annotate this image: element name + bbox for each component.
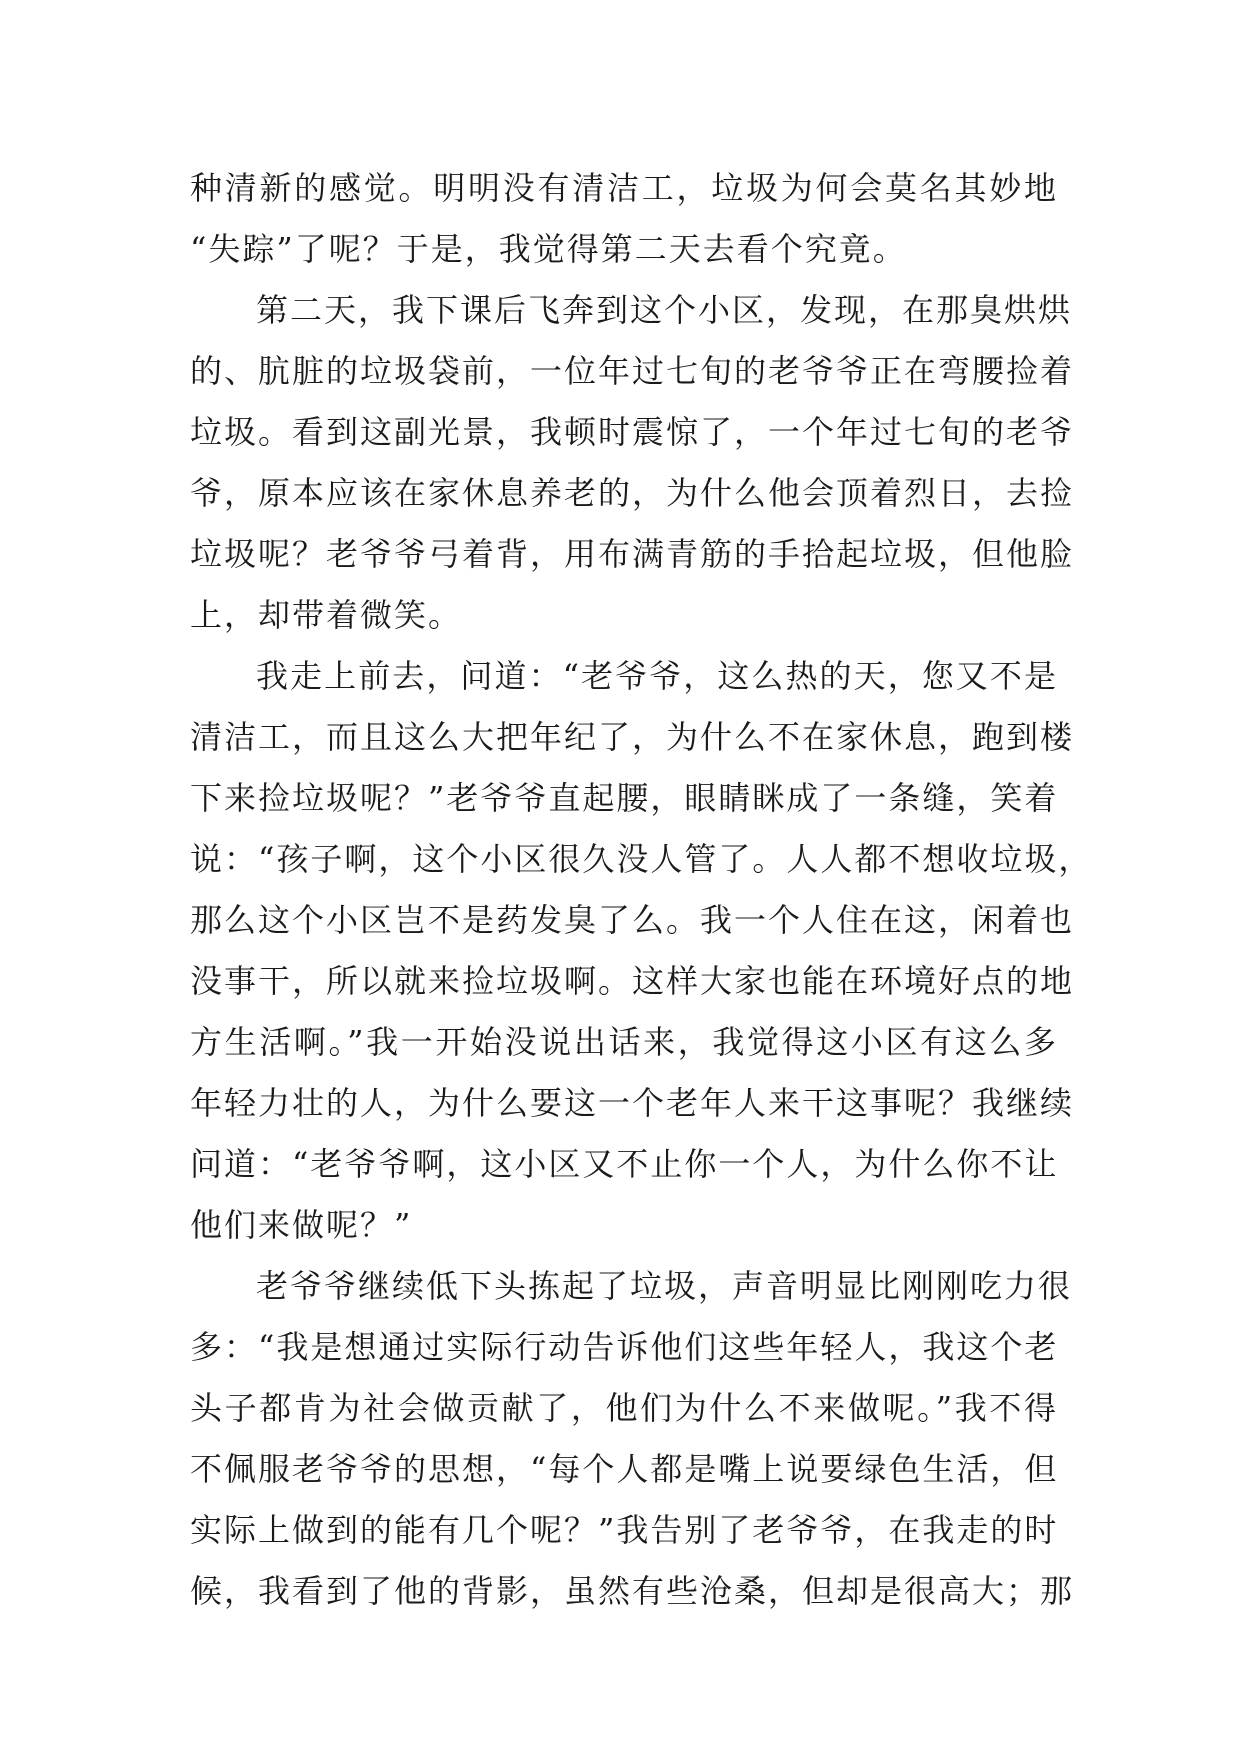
text-line: 的、肮脏的垃圾袋前，一位年过七旬的老爷爷正在弯腰捡着: [190, 352, 1075, 390]
text-line: 问道：“老爷爷啊，这小区又不止你一个人，为什么你不让: [190, 1145, 1059, 1183]
text-line: 多：“我是想通过实际行动告诉他们这些年轻人，我这个老: [190, 1328, 1059, 1366]
text-line: 下来捡垃圾呢？”老爷爷直起腰，眼睛眯成了一条缝，笑着: [190, 779, 1059, 817]
text-line: 那么这个小区岂不是药发臭了么。我一个人住在这，闲着也: [190, 901, 1075, 939]
text-line: 老爷爷继续低下头拣起了垃圾，声音明显比刚刚吃力很: [256, 1267, 1073, 1305]
text-line: 实际上做到的能有几个呢？”我告别了老爷爷，在我走的时: [190, 1511, 1059, 1549]
text-line: 清洁工，而且这么大把年纪了，为什么不在家休息，跑到楼: [190, 718, 1075, 756]
text-line: 候，我看到了他的背影，虽然有些沧桑，但却是很高大；那: [190, 1572, 1075, 1610]
text-line: 年轻力壮的人，为什么要这一个老年人来干这事呢？我继续: [190, 1084, 1075, 1122]
text-line: 他们来做呢？”: [190, 1206, 413, 1244]
text-line: 方生活啊。”我一开始没说出话来，我觉得这小区有这么多: [190, 1023, 1058, 1061]
text-line: 上，却带着微笑。: [190, 596, 463, 634]
text-line: 爷，原本应该在家休息养老的，为什么他会顶着烈日，去捡: [190, 474, 1075, 512]
text-line: 不佩服老爷爷的思想，“每个人都是嘴上说要绿色生活，但: [190, 1450, 1059, 1488]
text-line: 我走上前去，问道：“老爷爷，这么热的天，您又不是: [256, 657, 1058, 695]
text-line: 第二天，我下课后飞奔到这个小区，发现，在那臭烘烘: [256, 291, 1073, 329]
text-line: 垃圾。看到这副光景，我顿时震惊了，一个年过七旬的老爷: [190, 413, 1075, 451]
text-line: 说：“孩子啊，这个小区很久没人管了。人人都不想收垃圾，: [190, 840, 1093, 878]
text-line: 没事干，所以就来捡垃圾啊。这样大家也能在环境好点的地: [190, 962, 1075, 1000]
text-line: 垃圾呢？老爷爷弓着背，用布满青筋的手拾起垃圾，但他脸: [190, 535, 1075, 573]
body-text: [190, 158, 1093, 1622]
text-line: 种清新的感觉。明明没有清洁工，垃圾为何会莫名其妙地: [190, 169, 1058, 207]
text-line: 头子都肯为社会做贡献了，他们为什么不来做呢。”我不得: [190, 1389, 1058, 1427]
text-line: “失踪”了呢？于是，我觉得第二天去看个究竟。: [190, 230, 907, 268]
